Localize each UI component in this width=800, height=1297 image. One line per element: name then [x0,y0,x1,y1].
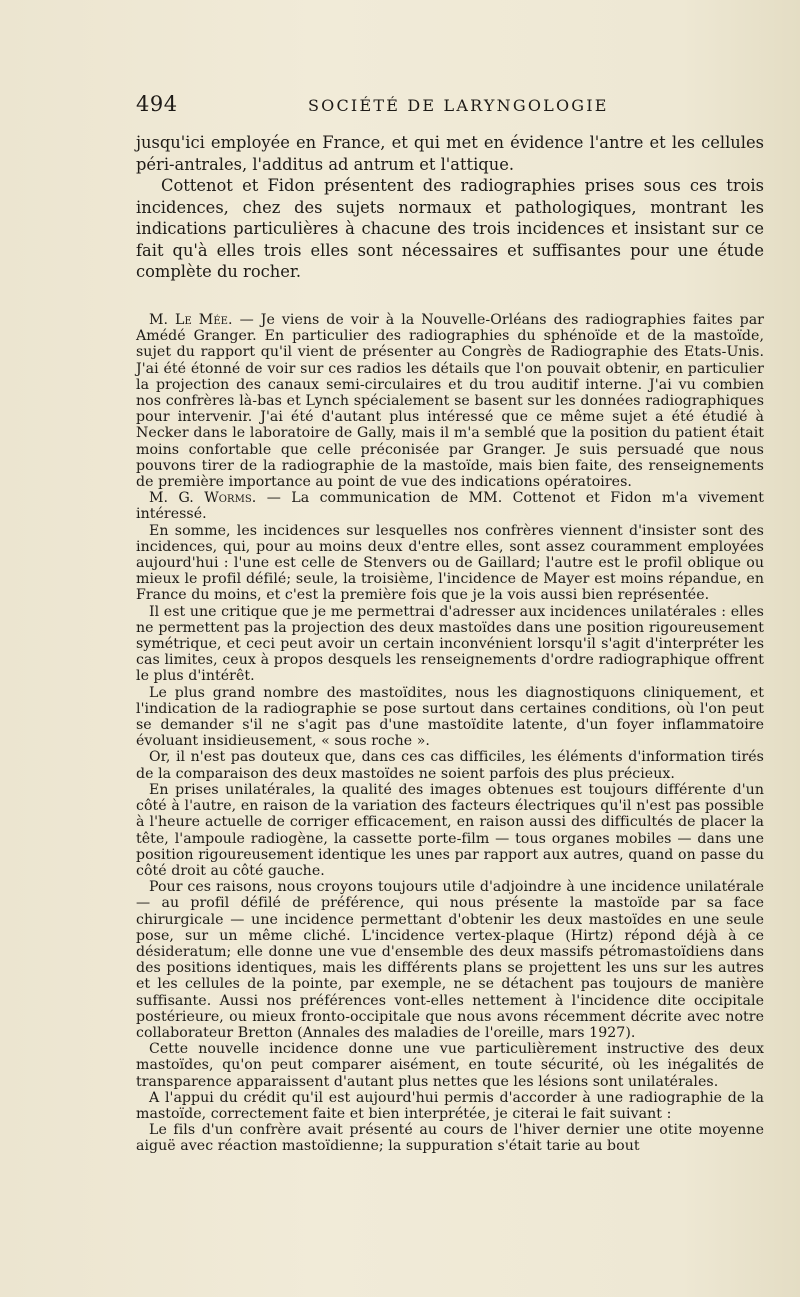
discussion-paragraph: En somme, les incidences sur lesquelles nos confrères viennent d'insister sont des incidences, qui, pour au moins deux d'entre elles, sont assez couramment employées aujourd'hui : l'une est celle de Stenvers ou de Gaillard; l'autre est le profil oblique ou mieux le profil défilé; seule, la troisième, l'incidence de Mayer est moins répandue, en France du moins, et c'est la première fois que je la vois aussi bien représentée. [136,522,764,604]
speaker-name: M. G. Worms. [149,490,257,507]
intro-paragraph: jusqu'ici employée en France, et qui met en évidence l'antre et les cellules péri-antrales, l'additus ad antrum et l'attique. [136,133,764,174]
page-header [136,92,764,122]
discussion-paragraph [136,490,764,522]
paragraph-text: — Je viens de voir à la Nouvelle-Orléans des radiographies faites par Amédé Granger. En particulier des radiographies du sphénoïde et de la mastoïde, sujet du rapport qu'il vient de présenter au Congrès de Radiographie des Etats-Unis. J'ai été étonné de voir sur ces radios les détails que l'on pouvait obtenir, en particulier la projection des canaux semi-circulaires et du trou auditif interne. J'ai vu combien nos confrères là-bas et Lynch spécialement se basent sur les données radiographiques pour intervenir. J'ai été d'autant plus intéressé que ce même sujet a été étudié à Necker dans le laboratoire de Gally, mais il m'a semblé que la position du patient était moins confortable que celle préconisée par Granger. Je suis persuadé que nous pouvons tirer de la radiographie de la mastoïde, mais bien faite, des renseignements de première importance au point de vue des indications opératoires. [136,312,764,491]
discussion-paragraph: En prises unilatérales, la qualité des images obtenues est toujours différente d'un côté à l'autre, en raison de la variation des facteurs électriques qu'il n'est pas possible à l'heure actuelle de corriger efficacement, en raison aussi des difficultés de placer la tête, l'ampoule radiogène, la cassette porte-film — tous organes mobiles — dans une position rigoureusement identique les unes par rapport aux autres, quand on passe du côté droit au côté gauche. [136,781,764,879]
discussion-paragraph: Il est une critique que je me permettrai d'adresser aux incidences unilatérales : elles ne permettent pas la projection des deux mastoïdes dans une position rigoureusement symétrique, et ceci peut avoir un certain inconvénient lorsqu'il s'agit d'interpréter les cas limites, ceux à propos desquels les renseignements d'ordre radiographique offrent le plus d'intérêt. [136,603,764,685]
intro-paragraph: Cottenot et Fidon présentent des radiographies prises sous ces trois incidences, chez des sujets normaux et pathologiques, montrant les indications particulières à chacune des trois incidences et insistant sur ce fait qu'à elles trois elles sont nécessaires et suffisantes pour une étude complète du rocher. [136,176,764,281]
discussion-paragraph: Le fils d'un confrère avait présenté au cours de l'hiver dernier une otite moyenne aiguë avec réaction mastoïdienne; la suppuration s'était tarie au bout [136,1122,764,1155]
discussion-paragraph: Or, il n'est pas douteux que, dans ces cas difficiles, les éléments d'information tirés de la comparaison des deux mastoïdes ne soient parfois des plus précieux. [136,749,764,782]
running-head: SOCIÉTÉ DE LARYNGOLOGIE [308,96,609,115]
page-number: 494 [136,92,178,116]
speaker-name: M. Le Mée. [149,312,233,328]
discussion-paragraph [136,312,764,490]
paragraph-text: — La communication de MM. Cottenot et Fidon m'a vivement intéressé. [136,490,764,523]
discussion-paragraph: A l'appui du crédit qu'il est aujourd'hui permis d'accorder à une radiographie de la mastoïde, correctement faite et bien interprétée, je citerai le fait suivant : [136,1089,764,1122]
discussion-section [136,312,764,1155]
intro-section [136,132,764,283]
discussion-paragraph: Cette nouvelle incidence donne une vue particulièrement instructive des deux mastoïdes, qu'on peut comparer aisément, en toute sécurité, où les inégalités de transparence apparaissent d'autant plus nettes que les lésions sont unilatérales. [136,1041,764,1090]
discussion-paragraph: Le plus grand nombre des mastoïdites, nous les diagnostiquons cliniquement, et l'indication de la radiographie se pose surtout dans certaines conditions, où l'on peut se demander s'il ne s'agit pas d'une mastoïdite latente, d'un foyer inflammatoire évoluant insidieusement, « sous roche ». [136,684,764,750]
discussion-paragraph: Pour ces raisons, nous croyons toujours utile d'adjoindre à une incidence unilatérale — au profil défilé de préférence, qui nous présente la mastoïde par sa face chirurgicale — une incidence permettant d'obtenir les deux mastoïdes en une seule pose, sur un même cliché. L'incidence vertex-plaque (Hirtz) répond déjà à ce désideratum; elle donne une vue d'ensemble des deux massifs pétromastoïdiens dans des positions identiques, mais les différents plans se projettent les uns sur les autres et les cellules de la pointe, par exemple, ne se détachent pas toujours de manière suffisante. Aussi nos préférences vont-elles nettement à l'incidence dite occipitale postérieure, ou mieux fronto-occipitale que nous avons récemment décrite avec notre collaborateur Bretton (Annales des maladies de l'oreille, mars 1927). [136,879,764,1041]
